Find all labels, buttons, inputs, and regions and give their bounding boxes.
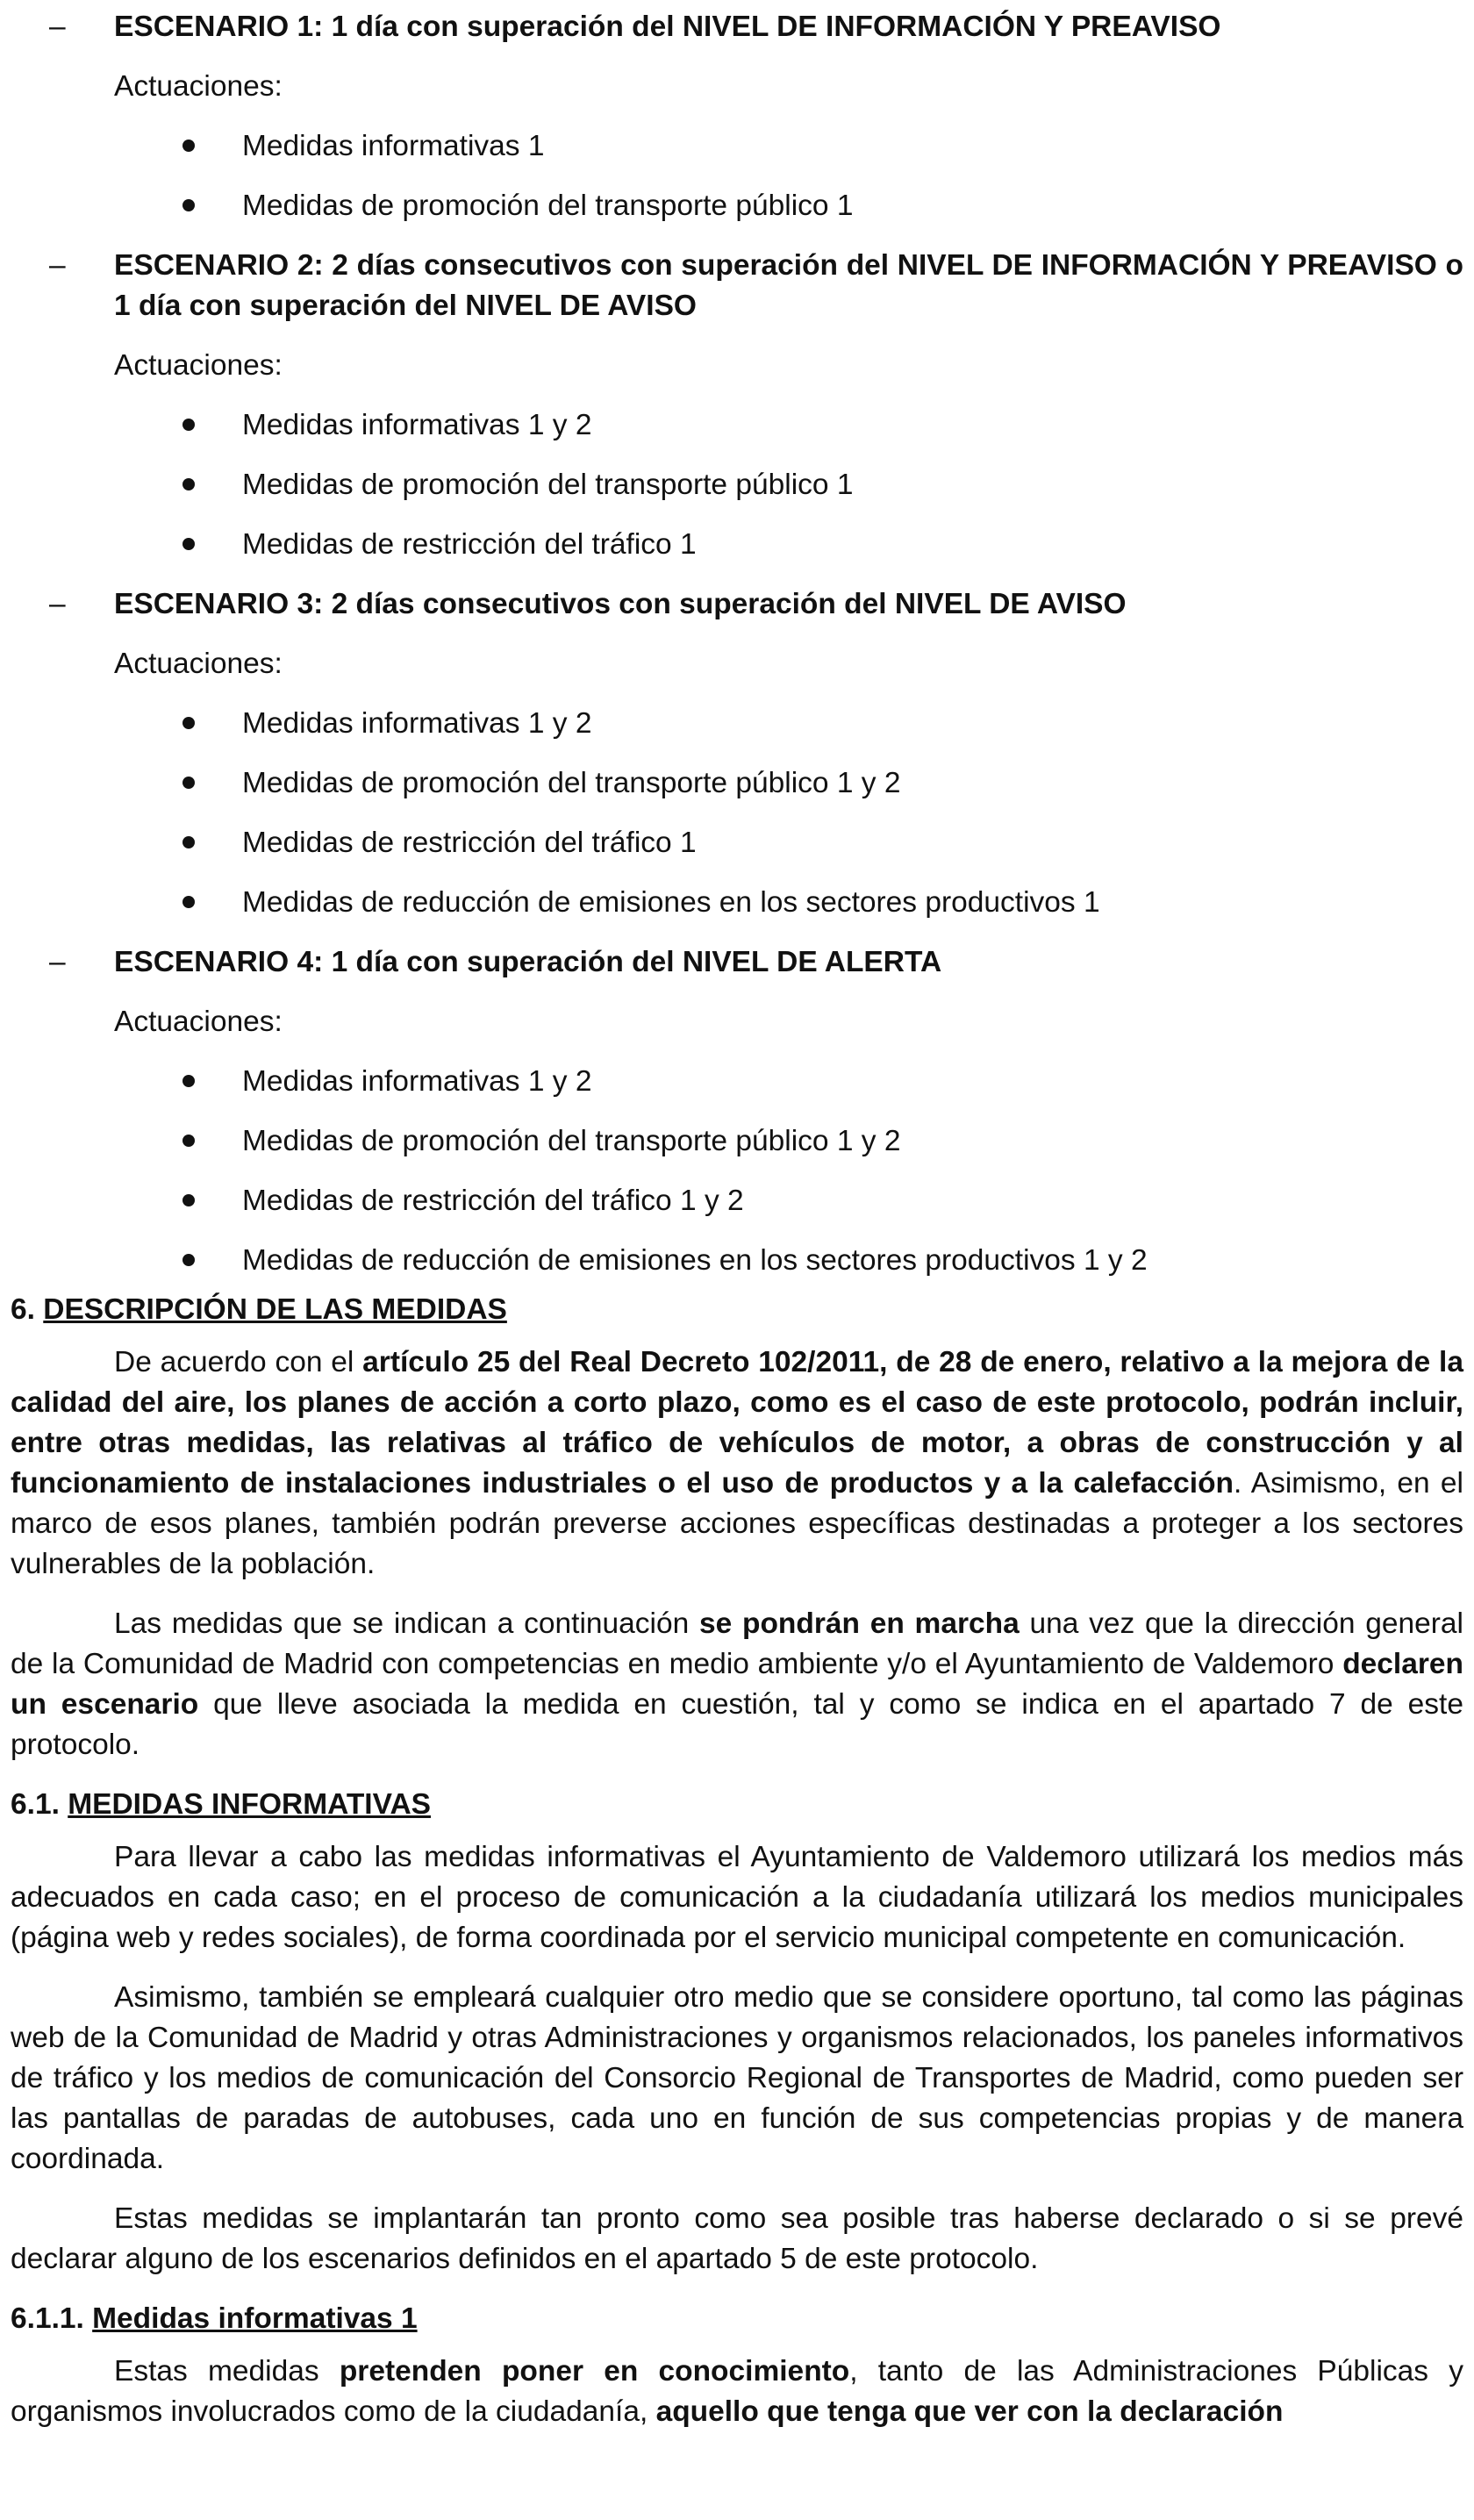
bullet-icon <box>182 419 195 431</box>
dash-marker: – <box>49 11 66 43</box>
list-item-text: Medidas de restricción del tráfico 1 y 2 <box>242 1185 744 1217</box>
scenario-1-heading <box>11 7 1463 47</box>
bullet-icon <box>182 717 195 729</box>
document-page <box>11 7 1463 2432</box>
bullet-icon <box>182 140 195 152</box>
bullet-icon <box>182 478 195 490</box>
list-item-text: Medidas informativas 1 <box>242 130 545 162</box>
scenario-1-actions-label: Actuaciones: <box>114 70 283 103</box>
list-item-text: Medidas de restricción del tráfico 1 <box>242 528 697 561</box>
section-6-paragraph-1: De acuerdo con el artículo 25 del Real Decreto 102/2011, de 28 de enero, relativo a la mejora de la calidad del aire, los planes de acción a corto plazo, como es el caso de este protocolo, podrán incluir, entre otras medidas, las relativas al tráfico de vehículos de motor, a obras de construcción y al funcionamiento de instalaciones industriales o el uso de productos y a la calefacción. Asimismo, en el marco de esos planes, también podrán preverse acciones específicas destinadas a proteger a los sectores vulnerables de la población. <box>11 1346 1463 1580</box>
list-item <box>11 763 1463 804</box>
list-item <box>11 186 1463 226</box>
bullet-icon <box>182 836 195 848</box>
section-6-1-1-paragraph-1: Estas medidas pretenden poner en conocimiento, tanto de las Administraciones Públicas y organismos involucrados como de la ciudadanía, aquello que tenga que ver con la declaración <box>11 2355 1463 2428</box>
list-item <box>11 1062 1463 1102</box>
scenario-3-title: ESCENARIO 3: 2 días consecutivos con superación del NIVEL DE AVISO <box>114 588 1127 620</box>
list-item-text: Medidas informativas 1 y 2 <box>242 1065 592 1098</box>
list-item <box>11 525 1463 565</box>
list-item <box>11 883 1463 923</box>
section-title: Medidas informativas 1 <box>92 2302 418 2335</box>
list-item <box>11 1121 1463 1162</box>
bullet-icon <box>182 1194 195 1206</box>
scenario-3-heading <box>11 584 1463 625</box>
bullet-icon <box>182 538 195 550</box>
list-item-text: Medidas de reducción de emisiones en los sectores productivos 1 <box>242 886 1100 919</box>
list-item <box>11 1241 1463 1281</box>
section-6-heading <box>11 1290 1463 1330</box>
scenario-1-title: ESCENARIO 1: 1 día con superación del NIVEL DE INFORMACIÓN Y PREAVISO <box>114 11 1221 43</box>
scenario-2-title: ESCENARIO 2: 2 días consecutivos con superación del NIVEL DE INFORMACIÓN Y PREAVISO o 1 día con superación del NIVEL DE AVISO <box>114 249 1463 322</box>
section-number: 6.1.1. <box>11 2302 84 2335</box>
bullet-icon <box>182 1135 195 1147</box>
section-number: 6. <box>11 1293 35 1326</box>
bullet-icon <box>182 199 195 211</box>
dash-marker: – <box>49 946 66 978</box>
dash-marker: – <box>49 249 66 282</box>
dash-marker: – <box>49 588 66 620</box>
list-item <box>11 465 1463 505</box>
list-item <box>11 704 1463 744</box>
list-item-text: Medidas de promoción del transporte público 1 <box>242 190 854 222</box>
list-item <box>11 1181 1463 1221</box>
section-title: DESCRIPCIÓN DE LAS MEDIDAS <box>43 1293 507 1326</box>
section-title: MEDIDAS INFORMATIVAS <box>68 1788 431 1821</box>
scenario-4-heading <box>11 942 1463 983</box>
bullet-icon <box>182 777 195 789</box>
bullet-icon <box>182 896 195 908</box>
scenario-2-actions-label: Actuaciones: <box>114 349 283 382</box>
bullet-icon <box>182 1254 195 1266</box>
section-6-1-1-heading <box>11 2299 1463 2339</box>
scenario-4-measures-list <box>11 1062 1463 1281</box>
list-item-text: Medidas de reducción de emisiones en los sectores productivos 1 y 2 <box>242 1244 1148 1277</box>
bullet-icon <box>182 1075 195 1087</box>
section-6-paragraph-2: Las medidas que se indican a continuación se pondrán en marcha una vez que la dirección general de la Comunidad de Madrid con competencias en medio ambiente y/o el Ayuntamiento de Valdemoro declaren un escenario que lleve asociada la medida en cuestión, tal y como se indica en el apartado 7 de este protocolo. <box>11 1607 1464 1761</box>
scenario-2-measures-list <box>11 405 1463 565</box>
scenario-3-measures-list <box>11 704 1463 923</box>
section-number: 6.1. <box>11 1788 60 1821</box>
scenario-2-heading <box>11 246 1463 326</box>
list-item-text: Medidas de promoción del transporte público 1 y 2 <box>242 1125 901 1157</box>
section-6-1-paragraph-2: Asimismo, también se empleará cualquier otro medio que se considere oportuno, tal como las páginas web de la Comunidad de Madrid y otras Administraciones y organismos relacionados, los paneles informativos de tráfico y los medios de comunicación del Consorcio Regional de Transportes de Madrid, como pueden ser las pantallas de paradas de autobuses, cada uno en función de sus competencias propias y de manera coordinada. <box>11 1981 1463 2175</box>
section-6-1-heading <box>11 1785 1463 1825</box>
list-item-text: Medidas informativas 1 y 2 <box>242 707 592 740</box>
section-6-1-paragraph-1: Para llevar a cabo las medidas informativas el Ayuntamiento de Valdemoro utilizará los medios más adecuados en cada caso; en el proceso de comunicación a la ciudadanía utilizará los medios municipales (página web y redes sociales), de forma coordinada por el servicio municipal competente en comunicación. <box>11 1841 1463 1954</box>
list-item <box>11 126 1463 167</box>
scenario-3-actions-label: Actuaciones: <box>114 648 283 680</box>
list-item <box>11 405 1463 446</box>
list-item <box>11 823 1463 863</box>
scenario-1-measures-list <box>11 126 1463 226</box>
list-item-text: Medidas informativas 1 y 2 <box>242 409 592 441</box>
scenario-4-title: ESCENARIO 4: 1 día con superación del NIVEL DE ALERTA <box>114 946 942 978</box>
section-6-1-paragraph-3: Estas medidas se implantarán tan pronto como sea posible tras haberse declarado o si se prevé declarar alguno de los escenarios definidos en el apartado 5 de este protocolo. <box>11 2202 1463 2275</box>
list-item-text: Medidas de promoción del transporte público 1 y 2 <box>242 767 901 799</box>
list-item-text: Medidas de promoción del transporte público 1 <box>242 469 854 501</box>
list-item-text: Medidas de restricción del tráfico 1 <box>242 827 697 859</box>
scenario-4-actions-label: Actuaciones: <box>114 1006 283 1038</box>
